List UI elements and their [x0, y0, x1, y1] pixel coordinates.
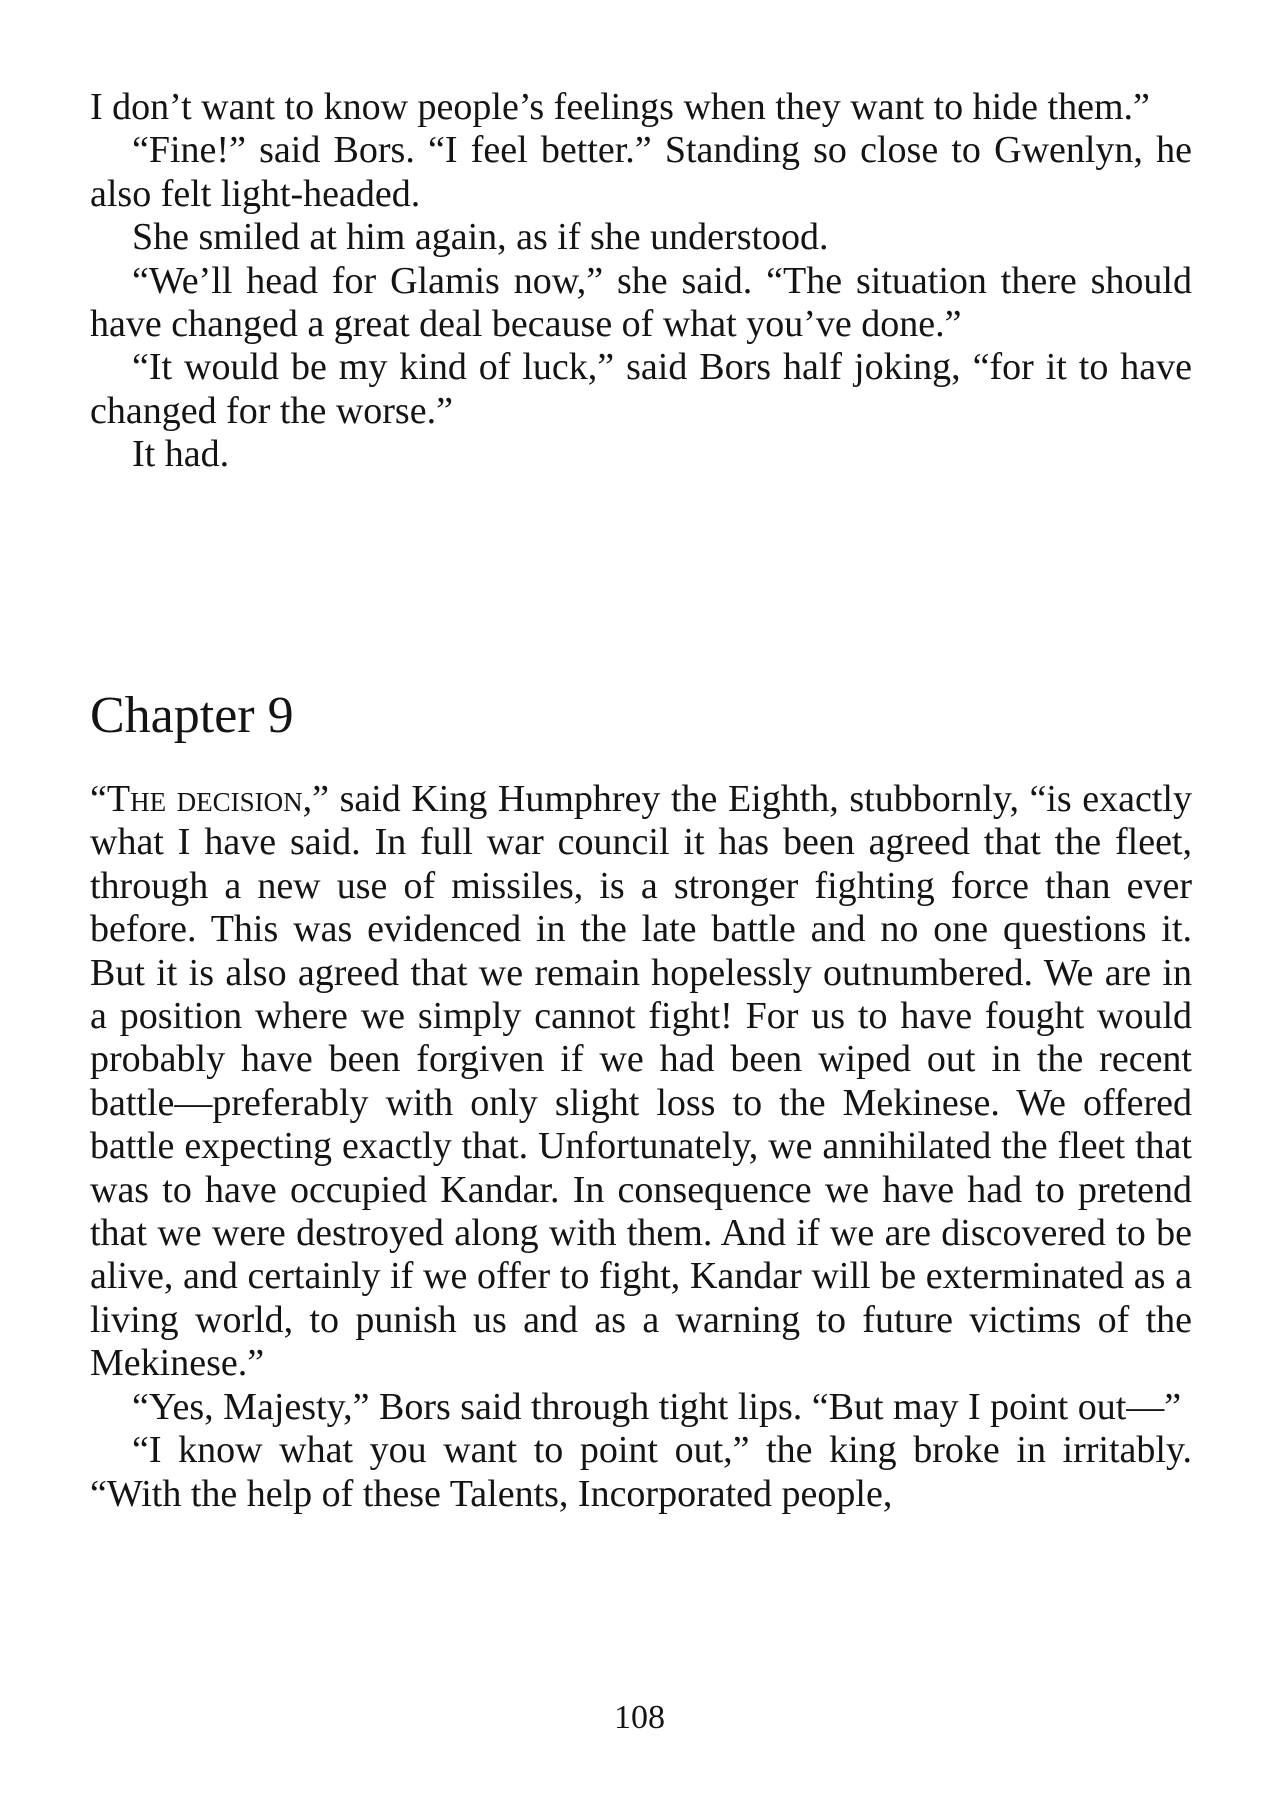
paragraph: It had. — [132, 433, 230, 476]
paragraph: “I know what you want to point out,” the king broke in irritably. “With the help of these Talents, Incorporated people, — [90, 1429, 1192, 1515]
paragraph: “We’ll head for Glamis now,” she said. “The situation there should have changed a great deal because of what you’ve done.” — [90, 259, 1192, 346]
opening-paragraph-text: ,” said King Humphrey the Eighth, stubbornly, “is exactly what I have said. In full war council it has been agreed that the fleet, through a new use of missiles, is a stronger fighting force than ever before. This was evidenced in the late battle and no one questions it. But it is also agreed that we remain hopelessly outnumbered. We are in a position where we simply cannot fight! For us to have fought would probably have been forgiven if we had been wiped out in the recent battle—preferably with only slight loss to the Mekinese. We offered battle expecting exactly that. Unfortunately, we annihilated the fleet that was to have occupied Kandar. In consequence we have had to pretend that we were destroyed along with them. And if we are discovered to be alive, and certainly if we offer to fight, Kandar will be exterminated as a living world, to punish us and as a warning to future victims of the Mekinese.” — [90, 778, 1192, 1385]
opening-quote-mark: “ — [90, 778, 107, 820]
paragraph: “Fine!” said Bors. “I feel better.” Standing so close to Gwenlyn, he also felt light-headed. — [90, 129, 1192, 215]
opening-small-caps: The decision — [106, 778, 303, 820]
page-number: 108 — [614, 1699, 665, 1736]
chapter-heading: Chapter 9 — [90, 687, 294, 744]
paragraph: “Yes, Majesty,” Bors said through tight lips. “But may I point out—” — [132, 1385, 1182, 1428]
paragraph: “It would be my kind of luck,” said Bors half joking, “for it to have changed for the worse.” — [90, 346, 1192, 432]
opening-paragraph — [90, 778, 1192, 1386]
paragraph: She smiled at him again, as if she understood. — [132, 216, 829, 259]
chapter-body — [90, 778, 1192, 1516]
previous-chapter-ending — [90, 86, 1192, 477]
paragraph: I don’t want to know people’s feelings when they want to hide them.” — [90, 86, 1150, 128]
